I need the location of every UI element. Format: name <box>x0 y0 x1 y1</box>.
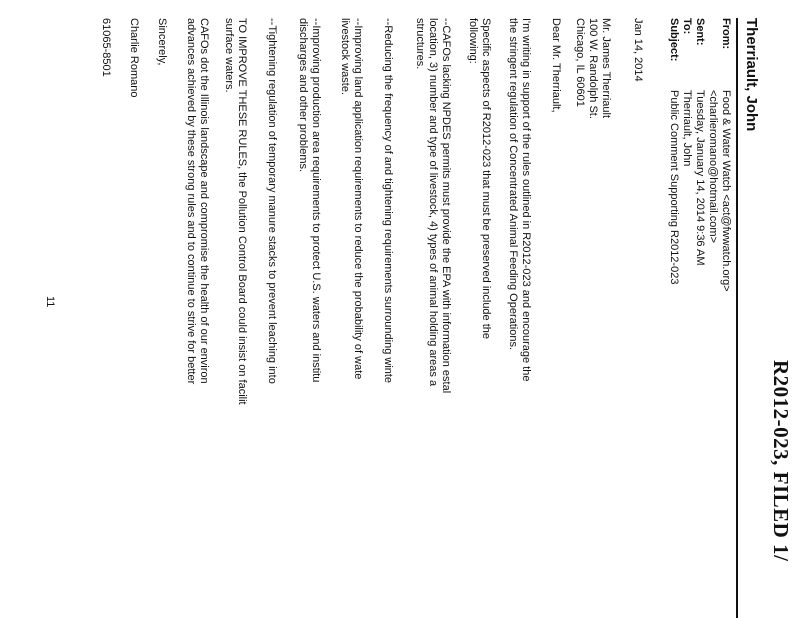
paragraph-line: I'm writing in support of the rules outlined in R2012-023 and encourage the <box>520 18 532 382</box>
page-title: Therriault, John <box>743 18 760 132</box>
salutation: Dear Mr. Therriault, <box>550 18 562 113</box>
header-label: From: <box>720 18 732 50</box>
header-value: <charlieromano@hotmail.com> <box>707 90 719 244</box>
intro-paragraph <box>506 18 532 618</box>
address-line: Chicago, IL 60601 <box>574 18 586 107</box>
header-value: Food & Water Watch <act@fwwatch.org> <box>720 90 732 292</box>
address-line: Mr. James Therriault <box>600 18 612 119</box>
address-line: 100 W. Randolph St. <box>587 18 599 119</box>
paragraph-line: --Improving land application requirements to reduce the probability of wate <box>352 18 364 380</box>
header-value: Tuesday, January 14, 2014 9:36 AM <box>694 90 706 266</box>
header-value: Public Comment Supporting R2012-023 <box>668 90 680 285</box>
paragraph-line: --CAFOs lacking NPDES permits must provide the EPA with information estal <box>440 18 452 394</box>
aspect-item <box>381 18 394 618</box>
aspect-item <box>413 18 452 618</box>
paragraph-line: --Tightening regulation of temporary manure stacks to prevent leaching into <box>266 18 278 384</box>
header-value: Therriault, John <box>681 90 693 167</box>
recipient-address <box>573 18 612 618</box>
aspect-item <box>265 18 278 618</box>
closing-paragraph <box>184 18 210 618</box>
paragraph-line: structures. <box>414 18 426 70</box>
valediction: Sincerely, <box>156 18 168 66</box>
header-label: Subject: <box>668 18 680 62</box>
paragraph-line: surface waters. <box>223 18 235 93</box>
aspect-item <box>338 18 364 618</box>
paragraph-line: CAFOs dot the Illinois landscape and compromise the health of our environ <box>198 18 210 384</box>
paragraph-line: following: <box>467 18 479 64</box>
paragraph-line: advances achieved by these strong rules and to continue to strive for better <box>185 18 197 385</box>
paragraph-line: --Improving production area requirements to protect U.S. waters and institu <box>310 18 322 383</box>
paragraph-line: livestock waste. <box>339 18 351 96</box>
filing-stamp: R2012-023, FILED 1/ <box>769 360 793 562</box>
aspect-item <box>296 18 322 618</box>
page-number: 11 <box>44 296 56 308</box>
header-label: Sent: <box>694 18 706 46</box>
heading-divider <box>736 18 738 618</box>
aspects-intro <box>466 18 492 618</box>
paragraph-line: location, 3) number and type of livestock, 4) types of animal holding areas a <box>427 18 439 387</box>
paragraph-line: --Reducing the frequency of and tightening requirements surrounding winte <box>382 18 394 384</box>
header-label: To: <box>681 18 693 35</box>
zip-code: 61065-8501 <box>100 18 112 77</box>
paragraph-line: discharges and other problems. <box>297 18 309 173</box>
paragraph-line: the stringent regulation of Concentrated Animal Feeding Operations. <box>507 18 519 351</box>
improve-paragraph <box>222 18 248 618</box>
signature: Charlie Romano <box>128 18 140 98</box>
letter-date: Jan 14, 2014 <box>632 18 644 82</box>
paragraph-line: TO IMPROVE THESE RULES, the Pollution Control Board could insist on facilit <box>236 18 248 405</box>
paragraph-line: Specific aspects of R2012-023 that must be preserved include the <box>480 18 492 340</box>
